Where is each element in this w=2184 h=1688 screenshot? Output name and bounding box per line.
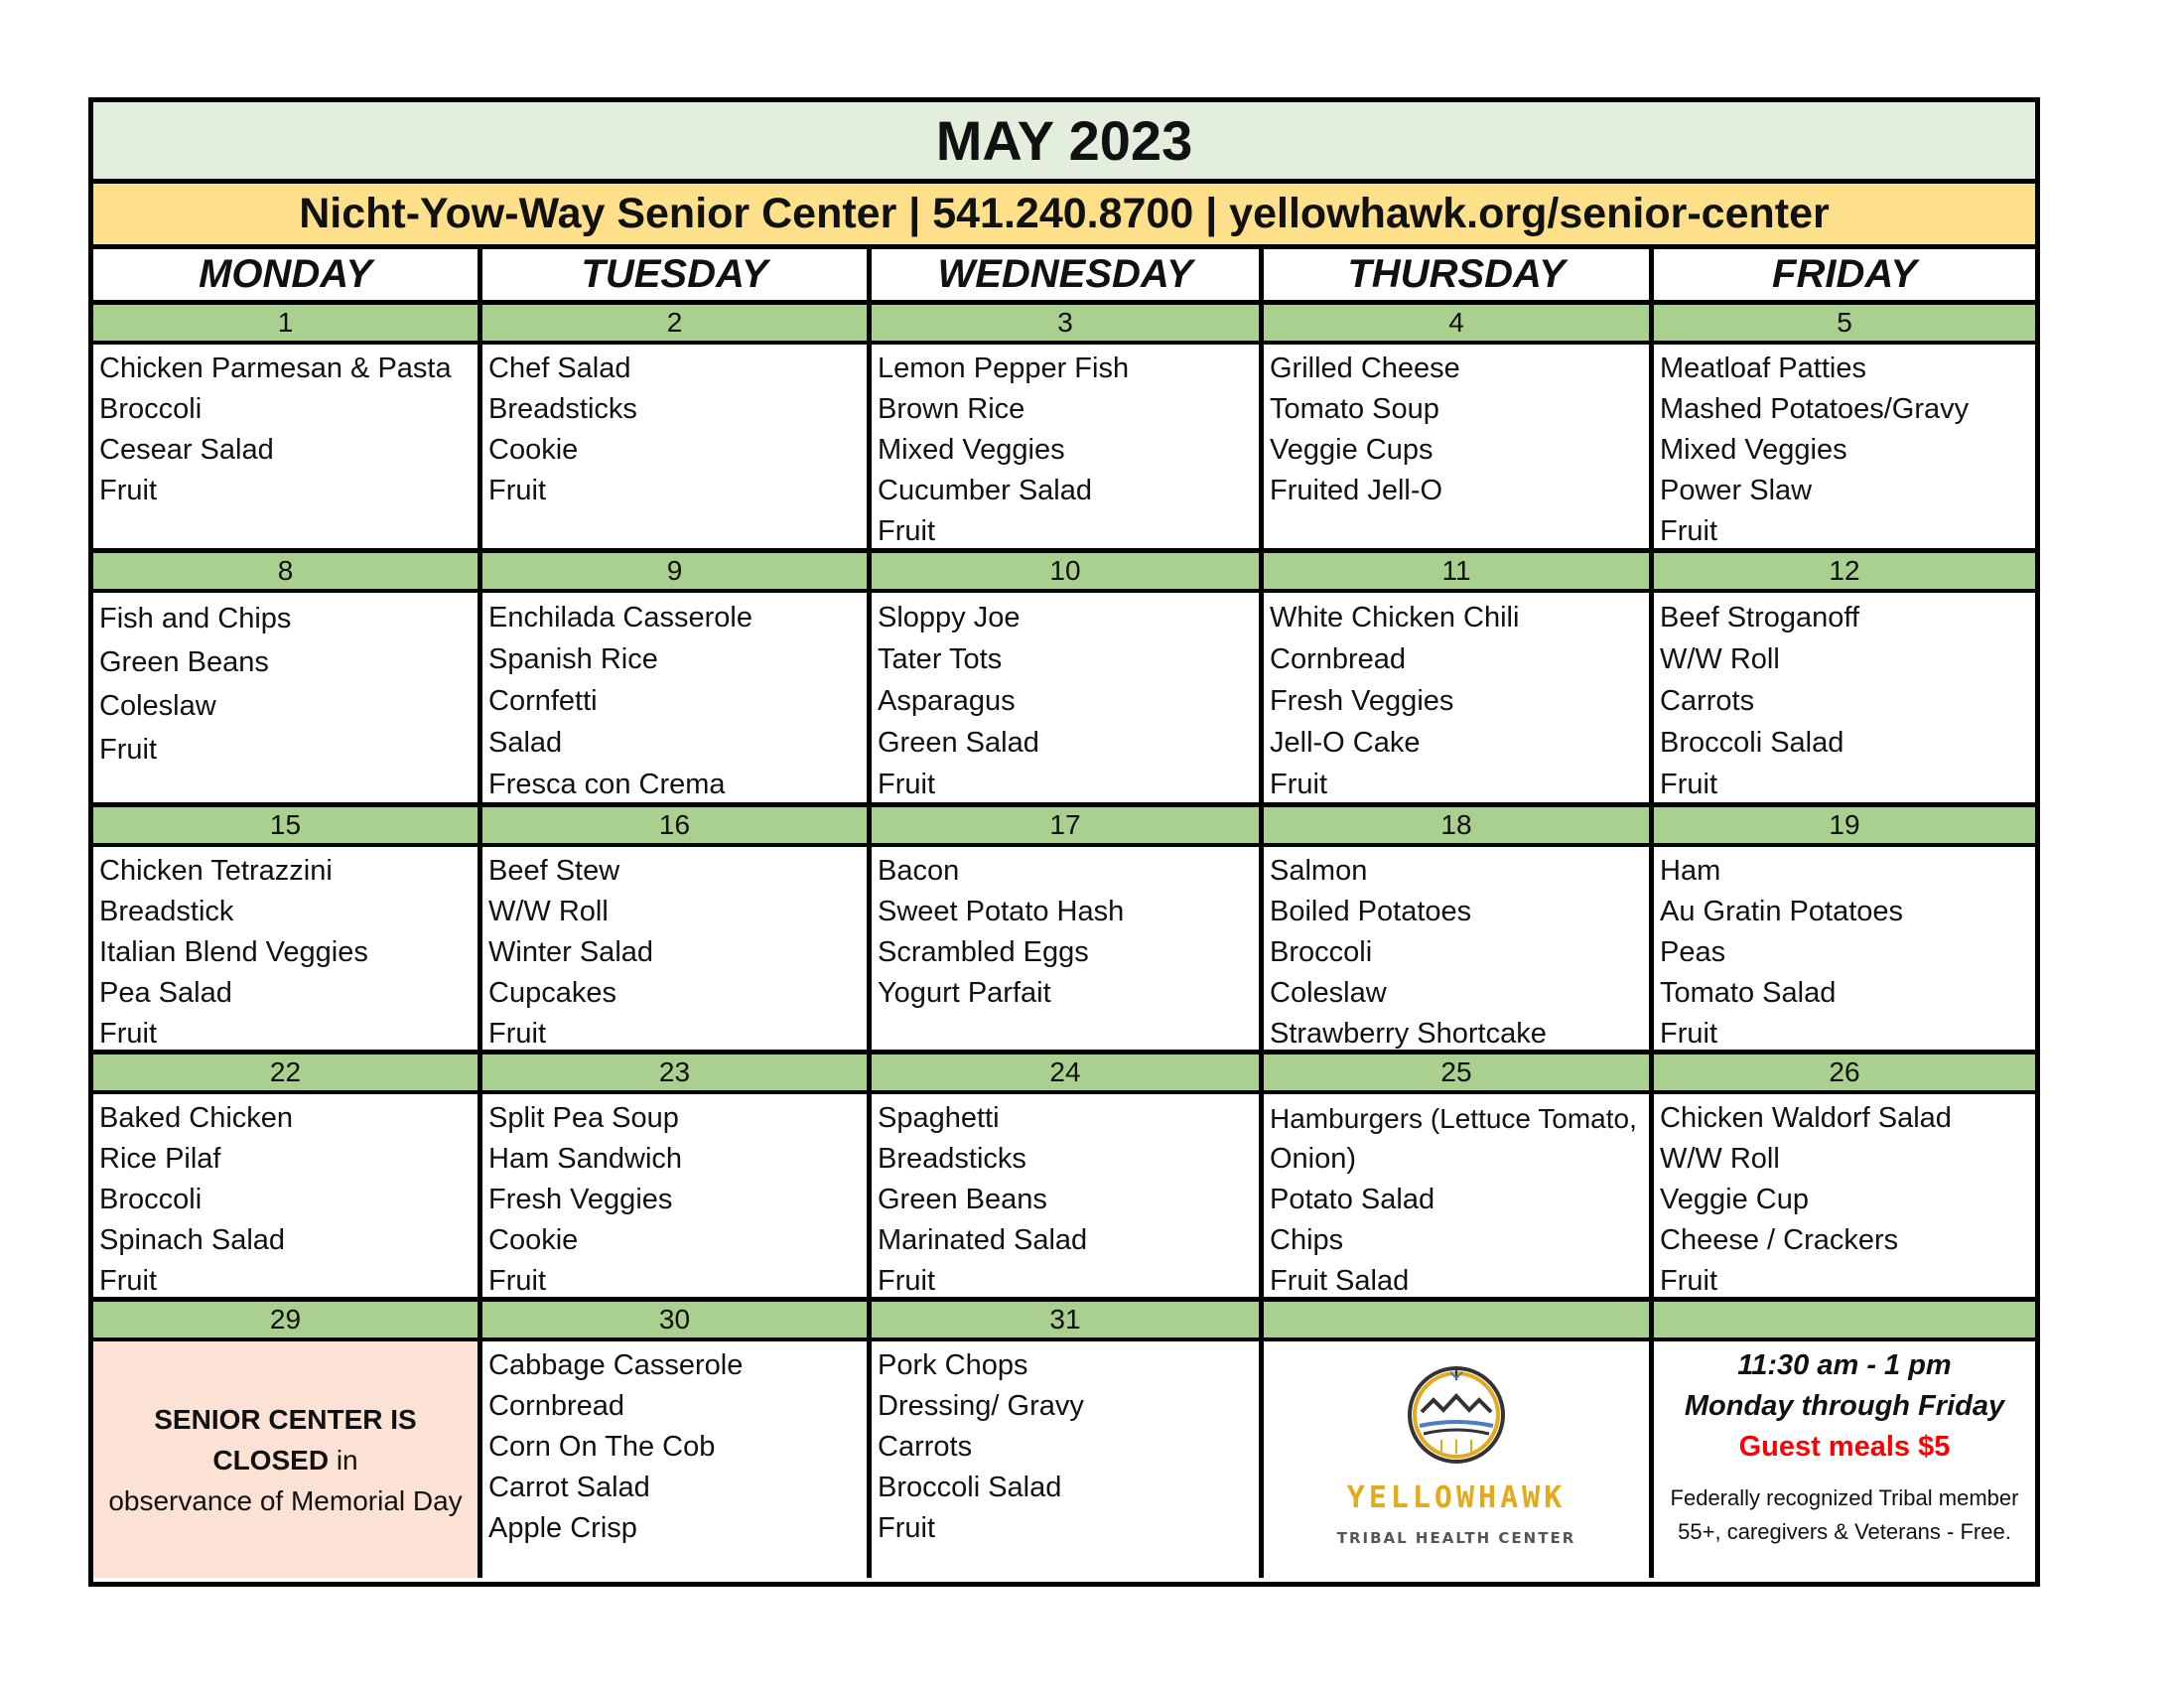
meal-row bbox=[93, 345, 2035, 549]
week-row bbox=[93, 553, 2035, 807]
menu-item: Corn On The Cob bbox=[488, 1431, 716, 1463]
menu-item: Fruit bbox=[488, 1018, 546, 1050]
menu-item: Fruit bbox=[99, 475, 157, 506]
menu-item: Fish and Chips bbox=[99, 603, 292, 634]
menu-item: Broccoli bbox=[99, 1184, 203, 1215]
menu-item: Tomato Salad bbox=[1660, 977, 1837, 1009]
menu-item: Fruit Salad bbox=[1270, 1265, 1410, 1297]
menu-item: Mashed Potatoes/Gravy bbox=[1660, 393, 1970, 425]
menu-item: Breadsticks bbox=[878, 1143, 1026, 1175]
menu-item: Salad bbox=[488, 727, 563, 759]
serving-days: Monday through Friday bbox=[1684, 1390, 2005, 1422]
hours-info bbox=[1654, 1341, 2035, 1578]
menu-item: Enchilada Casserole bbox=[488, 602, 752, 633]
menu-item: Fruit bbox=[1660, 515, 1717, 547]
week-row bbox=[93, 1302, 2035, 1582]
menu-item: Spanish Rice bbox=[488, 643, 658, 675]
menu-item: Fruit bbox=[878, 769, 935, 800]
day-header-friday: FRIDAY bbox=[1772, 252, 1917, 296]
date-cell: 18 bbox=[1264, 807, 1654, 843]
menu-item: Carrots bbox=[878, 1431, 973, 1463]
menu-item: Cesear Salad bbox=[99, 434, 274, 466]
week-row bbox=[93, 1055, 2035, 1302]
menu-cell bbox=[1654, 345, 2035, 549]
day-header-monday: MONDAY bbox=[93, 249, 482, 300]
menu-item: Cookie bbox=[488, 434, 579, 466]
date-cell: 15 bbox=[93, 807, 482, 843]
menu-item: Asparagus bbox=[878, 685, 1016, 717]
menu-cell bbox=[1264, 345, 1654, 549]
menu-item: Fruit bbox=[488, 1265, 546, 1297]
menu-item: Chicken Waldorf Salad bbox=[1660, 1102, 1952, 1134]
menu-item: Coleslaw bbox=[1270, 977, 1387, 1009]
menu-item: Carrot Salad bbox=[488, 1472, 650, 1503]
date-cell: 8 bbox=[93, 553, 482, 589]
date-cell: 25 bbox=[1264, 1055, 1654, 1090]
menu-item: Hamburgers (Lettuce Tomato, bbox=[1270, 1103, 1637, 1134]
date-cell: 31 bbox=[872, 1302, 1264, 1337]
menu-item: Beef Stew bbox=[488, 855, 620, 887]
logo-subtitle: TRIBAL HEALTH CENTER bbox=[1336, 1529, 1576, 1547]
menu-item: W/W Roll bbox=[1660, 643, 1780, 675]
menu-cell bbox=[872, 345, 1264, 549]
menu-item: Fruit bbox=[99, 1265, 157, 1297]
menu-item: Cupcakes bbox=[488, 977, 616, 1009]
yellowhawk-logo bbox=[1264, 1341, 1654, 1578]
menu-cell bbox=[482, 1341, 872, 1578]
menu-calendar bbox=[88, 97, 2040, 1587]
menu-item: Broccoli Salad bbox=[1660, 727, 1844, 759]
menu-item: Power Slaw bbox=[1660, 475, 1813, 506]
menu-item: Baked Chicken bbox=[99, 1102, 294, 1134]
menu-item: W/W Roll bbox=[1660, 1143, 1780, 1175]
menu-item: Boiled Potatoes bbox=[1270, 896, 1472, 927]
menu-item: Ham bbox=[1660, 855, 1721, 887]
day-header-thursday: THURSDAY bbox=[1264, 249, 1654, 300]
menu-cell bbox=[872, 847, 1264, 1051]
menu-item: Meatloaf Patties bbox=[1660, 352, 1866, 384]
date-cell: 3 bbox=[872, 305, 1264, 341]
menu-item: Cabbage Casserole bbox=[488, 1349, 744, 1381]
menu-item: Fruit bbox=[1660, 1265, 1717, 1297]
menu-cell bbox=[1654, 593, 2035, 803]
menu-item: Potato Salad bbox=[1270, 1184, 1435, 1215]
menu-item: Fresca con Crema bbox=[488, 769, 726, 800]
menu-item: Cheese / Crackers bbox=[1660, 1224, 1899, 1256]
day-header-wednesday: WEDNESDAY bbox=[872, 249, 1264, 300]
yellowhawk-logo-icon bbox=[1402, 1360, 1511, 1470]
menu-item: Fruit bbox=[488, 475, 546, 506]
date-cell: 17 bbox=[872, 807, 1264, 843]
menu-item: Spaghetti bbox=[878, 1102, 1000, 1134]
menu-cell bbox=[93, 345, 482, 549]
closed-notice bbox=[93, 1341, 482, 1578]
date-cell: 1 bbox=[93, 305, 482, 341]
date-cell: 2 bbox=[482, 305, 872, 341]
menu-item: Salmon bbox=[1270, 855, 1368, 887]
menu-item: Tater Tots bbox=[878, 643, 1003, 675]
menu-item: Fresh Veggies bbox=[488, 1184, 673, 1215]
menu-item: Veggie Cup bbox=[1660, 1184, 1809, 1215]
date-row bbox=[93, 1055, 2035, 1094]
menu-item: Ham Sandwich bbox=[488, 1143, 683, 1175]
date-row bbox=[93, 1302, 2035, 1341]
weekday-header-row bbox=[93, 249, 2035, 305]
menu-item: Breadsticks bbox=[488, 393, 637, 425]
menu-cell bbox=[1654, 1094, 2035, 1298]
menu-cell bbox=[872, 1341, 1264, 1578]
menu-cell bbox=[872, 1094, 1264, 1298]
date-row bbox=[93, 807, 2035, 847]
menu-item: Cornfetti bbox=[488, 685, 598, 717]
menu-item: Bacon bbox=[878, 855, 960, 887]
menu-item: Chef Salad bbox=[488, 352, 631, 384]
calendar-title: MAY 2023 bbox=[93, 102, 2035, 184]
menu-item: Split Pea Soup bbox=[488, 1102, 679, 1134]
menu-item: Cornbread bbox=[488, 1390, 625, 1422]
eligibility-note-line1: Federally recognized Tribal member bbox=[1670, 1485, 2019, 1510]
center-info: Nicht-Yow-Way Senior Center | 541.240.8700 | yellowhawk.org/senior-center bbox=[93, 184, 2035, 249]
meal-row bbox=[93, 593, 2035, 803]
menu-item: Veggie Cups bbox=[1270, 434, 1433, 466]
menu-item: Sweet Potato Hash bbox=[878, 896, 1125, 927]
menu-item: Sloppy Joe bbox=[878, 602, 1021, 633]
menu-item: Broccoli Salad bbox=[878, 1472, 1062, 1503]
eligibility-note-line2: 55+, caregivers & Veterans - Free. bbox=[1678, 1519, 2011, 1544]
menu-item: Cornbread bbox=[1270, 643, 1407, 675]
week-row bbox=[93, 807, 2035, 1055]
logo-name: YELLOWHAWK bbox=[1346, 1480, 1567, 1515]
menu-item: Fruit bbox=[99, 734, 157, 766]
serving-hours: 11:30 am - 1 pm bbox=[1737, 1349, 1952, 1381]
menu-item: Spinach Salad bbox=[99, 1224, 286, 1256]
closed-notice-line1 bbox=[93, 1399, 478, 1480]
menu-item: Cucumber Salad bbox=[878, 475, 1092, 506]
menu-item: Fruit bbox=[878, 1265, 935, 1297]
menu-item: White Chicken Chili bbox=[1270, 602, 1520, 633]
menu-item: Fruit bbox=[878, 1512, 935, 1544]
menu-item: Strawberry Shortcake bbox=[1270, 1018, 1547, 1050]
menu-cell bbox=[1264, 847, 1654, 1051]
closed-notice-line2: observance of Memorial Day bbox=[108, 1484, 463, 1516]
menu-item: Mixed Veggies bbox=[1660, 434, 1847, 466]
menu-item: Brown Rice bbox=[878, 393, 1025, 425]
menu-item: Apple Crisp bbox=[488, 1512, 637, 1544]
week-row bbox=[93, 305, 2035, 553]
menu-cell bbox=[482, 345, 872, 549]
date-cell: 19 bbox=[1829, 809, 1860, 840]
menu-item: Beef Stroganoff bbox=[1660, 602, 1860, 633]
date-cell: 12 bbox=[1829, 555, 1860, 586]
menu-item: W/W Roll bbox=[488, 896, 609, 927]
menu-cell bbox=[1654, 847, 2035, 1051]
menu-item: Broccoli bbox=[99, 393, 203, 425]
menu-cell bbox=[482, 1094, 872, 1298]
date-cell: 9 bbox=[482, 553, 872, 589]
menu-item: Marinated Salad bbox=[878, 1224, 1088, 1256]
menu-item: Jell-O Cake bbox=[1270, 727, 1421, 759]
date-cell: 23 bbox=[482, 1055, 872, 1090]
meal-row bbox=[93, 1341, 2035, 1578]
date-cell: 5 bbox=[1837, 307, 1852, 338]
date-cell: 4 bbox=[1264, 305, 1654, 341]
meal-row bbox=[93, 847, 2035, 1051]
menu-item: Grilled Cheese bbox=[1270, 352, 1460, 384]
menu-item: Scrambled Eggs bbox=[878, 936, 1089, 968]
closed-notice-in: in bbox=[329, 1444, 358, 1476]
menu-item: Lemon Pepper Fish bbox=[878, 352, 1130, 384]
menu-item: Fruit bbox=[1660, 769, 1717, 800]
date-cell bbox=[1264, 1302, 1654, 1337]
menu-item: Pork Chops bbox=[878, 1349, 1028, 1381]
menu-item: Dressing/ Gravy bbox=[878, 1390, 1084, 1422]
date-cell: 16 bbox=[482, 807, 872, 843]
menu-item: Cookie bbox=[488, 1224, 579, 1256]
menu-item: Fruit bbox=[878, 515, 935, 547]
menu-item: Breadstick bbox=[99, 896, 234, 927]
closed-notice-bold: SENIOR CENTER IS CLOSED bbox=[154, 1403, 417, 1476]
menu-item: Italian Blend Veggies bbox=[99, 936, 368, 968]
date-cell bbox=[1654, 1302, 2035, 1337]
date-cell: 10 bbox=[872, 553, 1264, 589]
menu-item: Winter Salad bbox=[488, 936, 654, 968]
menu-cell bbox=[93, 593, 482, 803]
menu-item: Chips bbox=[1270, 1224, 1344, 1256]
menu-cell bbox=[482, 847, 872, 1051]
date-cell: 22 bbox=[93, 1055, 482, 1090]
date-cell: 11 bbox=[1264, 553, 1654, 589]
menu-item: Onion) bbox=[1270, 1143, 1357, 1175]
menu-cell bbox=[482, 593, 872, 803]
menu-item: Fruit bbox=[1270, 769, 1327, 800]
menu-cell bbox=[872, 593, 1264, 803]
date-cell: 26 bbox=[1829, 1056, 1860, 1087]
menu-cell bbox=[93, 1094, 482, 1298]
day-header-tuesday: TUESDAY bbox=[482, 249, 872, 300]
guest-meal-price: Guest meals $5 bbox=[1738, 1431, 1951, 1463]
date-row bbox=[93, 553, 2035, 593]
menu-item: Rice Pilaf bbox=[99, 1143, 221, 1175]
menu-item: Coleslaw bbox=[99, 690, 216, 722]
date-row bbox=[93, 305, 2035, 345]
menu-item: Carrots bbox=[1660, 685, 1755, 717]
menu-item: Green Beans bbox=[878, 1184, 1047, 1215]
meal-row bbox=[93, 1094, 2035, 1298]
date-cell: 29 bbox=[93, 1302, 482, 1337]
menu-item: Fruited Jell-O bbox=[1270, 475, 1443, 506]
menu-cell bbox=[93, 847, 482, 1051]
menu-item: Fresh Veggies bbox=[1270, 685, 1454, 717]
menu-item: Fruit bbox=[99, 1018, 157, 1050]
date-cell: 30 bbox=[482, 1302, 872, 1337]
menu-item: Yogurt Parfait bbox=[878, 977, 1051, 1009]
eligibility-note bbox=[1658, 1481, 2031, 1549]
date-cell: 24 bbox=[872, 1055, 1264, 1090]
menu-cell bbox=[1264, 593, 1654, 803]
menu-item: Chicken Tetrazzini bbox=[99, 855, 333, 887]
menu-item: Chicken Parmesan & Pasta bbox=[99, 352, 452, 384]
menu-item: Fruit bbox=[1660, 1018, 1717, 1050]
menu-item: Mixed Veggies bbox=[878, 434, 1065, 466]
menu-item: Peas bbox=[1660, 936, 1726, 968]
menu-item: Green Salad bbox=[878, 727, 1039, 759]
menu-item: Au Gratin Potatoes bbox=[1660, 896, 1904, 927]
menu-item: Tomato Soup bbox=[1270, 393, 1439, 425]
menu-item: Pea Salad bbox=[99, 977, 232, 1009]
menu-cell bbox=[1264, 1094, 1654, 1298]
menu-item: Broccoli bbox=[1270, 936, 1373, 968]
menu-item: Green Beans bbox=[99, 646, 269, 678]
